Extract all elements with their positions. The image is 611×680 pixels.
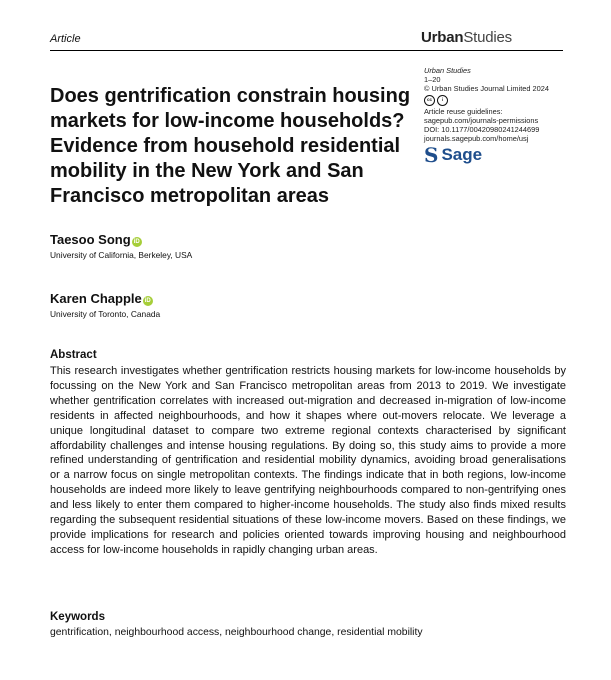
- author-2-name: Karen Chapple: [50, 291, 142, 306]
- journal-name: Urban Studies: [424, 66, 471, 75]
- reuse-link[interactable]: sagepub.com/journals-permissions: [424, 115, 539, 125]
- article-type-label: Article: [50, 33, 81, 45]
- keywords-list: gentrification, neighbourhood access, neighbourhood change, residential mobility: [50, 627, 423, 638]
- paper-title: Does gentrification constrain housing markets for low-income households? Evidence from household residential mobility in the New York and San Francisco metropolitan areas: [50, 85, 411, 207]
- cc-license-icon: cc: [424, 95, 435, 106]
- abstract-text: This research investigates whether gentrification restricts housing markets for low-income households by focussing on the New York and San Francisco metropolitan areas from 2013 to 2019. We investigate whether gentrification correlates with increased out-migration and decreased in-migration of low-income residents in affected neighbourhoods, and how it shapes where out-movers relocate. We leverage a unique longitudinal dataset to compare two extreme regional contexts characterised by significant affordability challenges and intense housing regulations. By doing so, this study aims to provide a more refined understanding of gentrification and residential mobility dynamics, avoiding broad generalisations or a narrow focus on single metropolitan contexts. The findings indicate that in both regions, low-income households are indeed more likely to leave gentrifying neighbourhoods compared to non-gentrifying ones and less likely to enter them compared to higher-income households. The study also finds mixed results regarding the subsequent residential situations of these low-income movers. Based on these findings, we provide implications for research and policies oriented towards improving housing and neighbourhood access for low-income households in rapidly changing urban areas.: [50, 365, 566, 556]
- publisher-name: Sage: [441, 145, 483, 165]
- reuse-label: Article reuse guidelines:: [424, 106, 503, 116]
- author-2: [50, 291, 153, 306]
- orcid-icon[interactable]: iD: [133, 239, 140, 245]
- publisher-logo: [424, 143, 594, 168]
- orcid-icon[interactable]: iD: [144, 298, 151, 304]
- journal-logo-part2: Studies: [463, 29, 512, 46]
- attribution-icon: i: [437, 95, 448, 106]
- author-2-affiliation: University of Toronto, Canada: [50, 309, 161, 319]
- author-1-affiliation: University of California, Berkeley, USA: [50, 250, 193, 260]
- doi-line[interactable]: DOI: 10.1177/00420980241244699: [424, 125, 540, 135]
- abstract-heading: Abstract: [50, 349, 97, 361]
- header-rule: [50, 50, 563, 51]
- author-1-name: Taesoo Song: [50, 232, 131, 247]
- copyright-line: © Urban Studies Journal Limited 2024: [424, 84, 549, 94]
- journal-logo-part1: Urban: [421, 29, 464, 46]
- page-range: 1–20: [424, 75, 441, 85]
- journal-home-link[interactable]: journals.sagepub.com/home/usj: [424, 134, 529, 144]
- journal-meta: [424, 66, 594, 168]
- license-badges[interactable]: [424, 95, 594, 106]
- sage-s-icon: S: [424, 143, 439, 168]
- author-1: [50, 232, 142, 247]
- journal-logo: [421, 29, 512, 46]
- keywords-heading: Keywords: [50, 611, 105, 623]
